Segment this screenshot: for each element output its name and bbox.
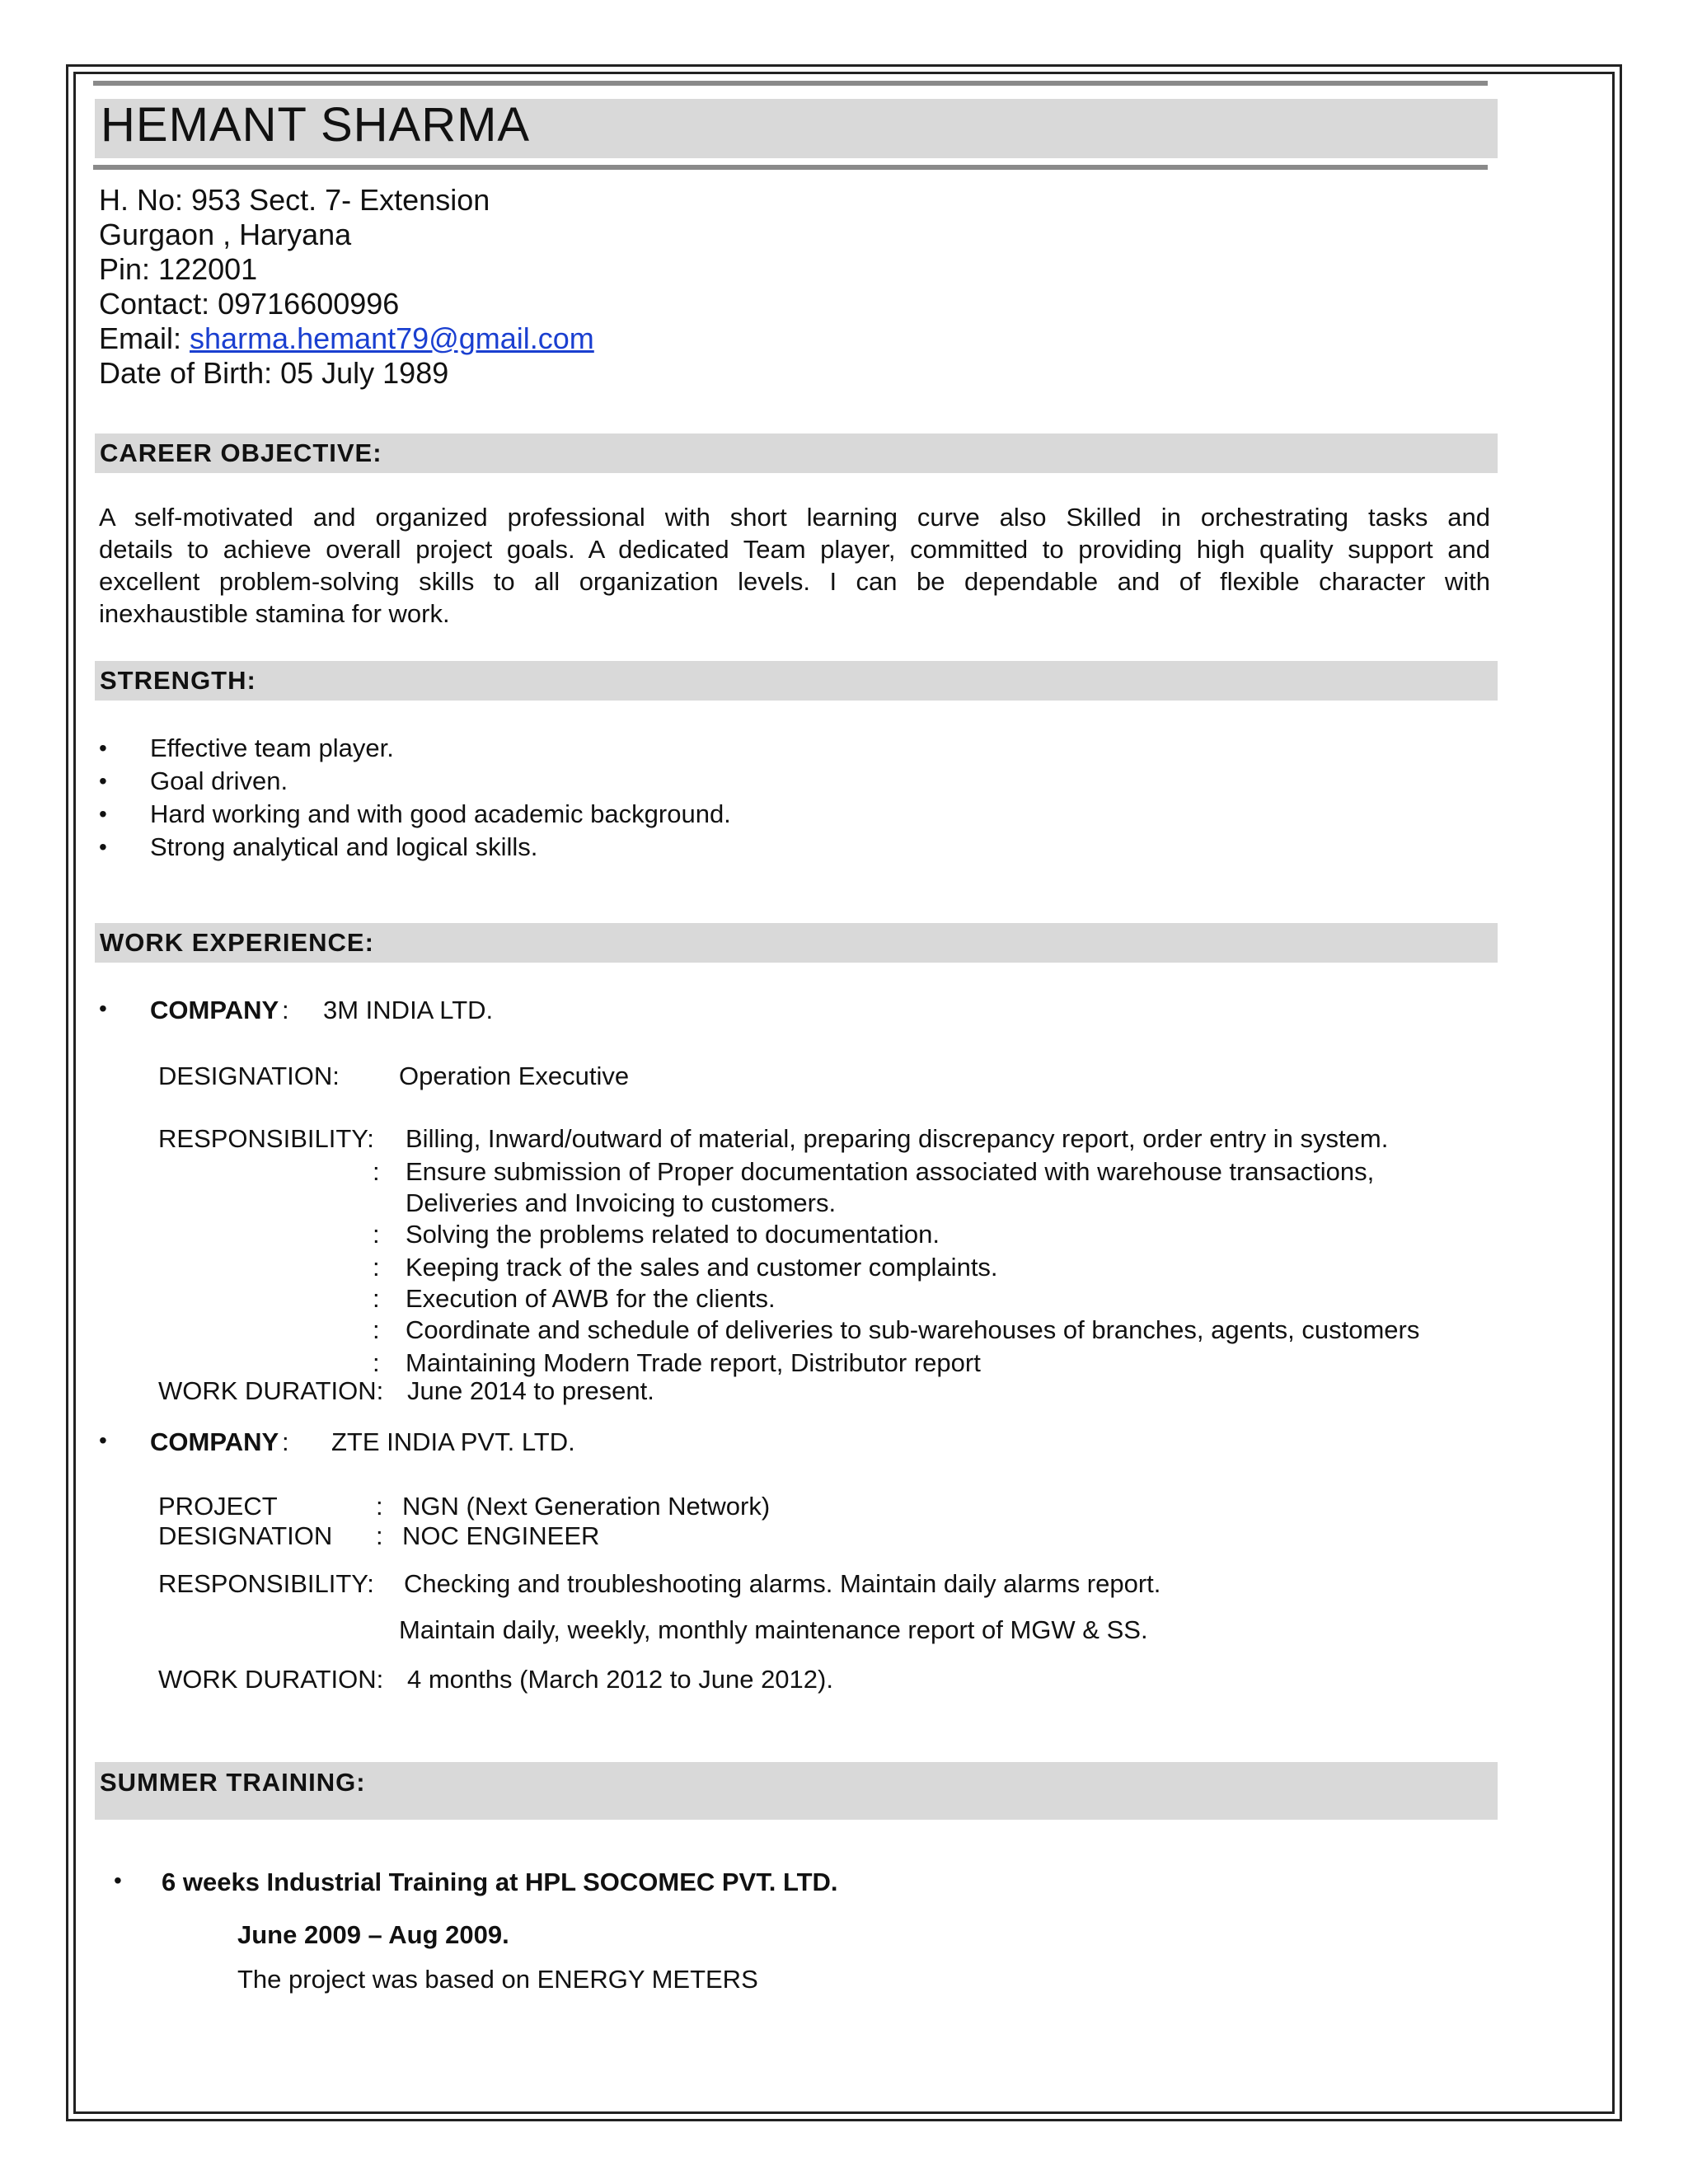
responsibility-item: Execution of AWB for the clients.	[406, 1284, 776, 1313]
work-experience-heading: WORK EXPERIENCE:	[95, 923, 1498, 963]
item-colon: :	[373, 1315, 380, 1344]
item-colon: :	[373, 1220, 380, 1249]
address-line-1: H. No: 953 Sect. 7- Extension	[99, 183, 490, 217]
bullet-icon: •	[99, 834, 107, 860]
list-item	[99, 831, 731, 864]
strength-item: Effective team player.	[150, 733, 394, 762]
candidate-name: HEMANT SHARMA	[101, 98, 531, 152]
designation-label: DESIGNATION	[158, 1521, 333, 1550]
bullet-icon: •	[99, 801, 107, 827]
training-note: The project was based on ENERGY METERS	[237, 1965, 758, 1994]
work-duration-value: June 2014 to present.	[407, 1376, 654, 1405]
strength-item: Hard working and with good academic background.	[150, 799, 731, 828]
designation-value: NOC ENGINEER	[402, 1521, 600, 1550]
bullet-icon: •	[99, 768, 107, 794]
work-duration-label: WORK DURATION:	[158, 1376, 384, 1405]
responsibility-label: RESPONSIBILITY:	[158, 1124, 374, 1153]
responsibility-item: Maintaining Modern Trade report, Distributor report	[406, 1348, 981, 1377]
email-line	[99, 321, 594, 356]
email-link[interactable]: sharma.hemant79@gmail.com	[190, 321, 594, 355]
bullet-icon: •	[99, 735, 107, 761]
responsibility-item: Billing, Inward/outward of material, preparing discrepancy report, order entry in system.	[406, 1124, 1389, 1153]
list-item	[99, 798, 731, 831]
career-objective-text	[99, 501, 1490, 630]
company-name: ZTE INDIA PVT. LTD.	[331, 1427, 575, 1456]
date-of-birth: Date of Birth: 05 July 1989	[99, 356, 449, 390]
responsibility-item: Keeping track of the sales and customer complaints.	[406, 1253, 998, 1282]
item-colon: :	[373, 1284, 380, 1313]
project-label: PROJECT	[158, 1492, 278, 1521]
designation-label: DESIGNATION:	[158, 1062, 340, 1090]
item-colon: :	[373, 1348, 380, 1377]
pin-code: Pin: 122001	[99, 252, 258, 286]
company-label: COMPANY	[150, 996, 279, 1024]
list-item	[99, 732, 731, 765]
email-label: Email:	[99, 321, 190, 355]
training-period: June 2009 – Aug 2009.	[237, 1920, 509, 1949]
objective-line: inexhaustible stamina for work.	[99, 599, 450, 628]
summer-training-heading: SUMMER TRAINING:	[95, 1762, 1498, 1820]
address-line-2: Gurgaon , Haryana	[99, 218, 352, 251]
bullet-icon: •	[99, 996, 107, 1021]
objective-line: A self-motivated and organized professional with short learning curve also Skilled in orchestrating tasks and	[99, 503, 1490, 532]
designation-value: Operation Executive	[399, 1062, 630, 1090]
strength-list	[99, 732, 731, 864]
bullet-icon: •	[99, 1427, 107, 1453]
responsibility-label: RESPONSIBILITY:	[158, 1569, 374, 1598]
item-colon: :	[376, 1492, 383, 1521]
responsibility-item: Maintain daily, weekly, monthly maintenance report of MGW & SS.	[399, 1615, 1148, 1644]
work-duration-label: WORK DURATION:	[158, 1665, 384, 1694]
strength-heading: STRENGTH:	[95, 661, 1498, 701]
item-colon: :	[373, 1253, 380, 1282]
company-colon: :	[282, 1427, 289, 1456]
strength-item: Goal driven.	[150, 766, 288, 795]
company-colon: :	[282, 996, 289, 1024]
responsibility-item: Checking and troubleshooting alarms. Maintain daily alarms report.	[404, 1569, 1161, 1598]
contact-block	[99, 183, 594, 391]
company-name: 3M INDIA LTD.	[323, 996, 494, 1024]
item-colon: :	[376, 1521, 383, 1550]
list-item	[99, 765, 731, 798]
responsibility-item: Ensure submission of Proper documentation associated with warehouse transactions,	[406, 1157, 1375, 1186]
training-title: 6 weeks Industrial Training at HPL SOCOMEC PVT. LTD.	[162, 1868, 838, 1896]
objective-line: details to achieve overall project goals. A dedicated Team player, committed to providing high quality support and	[99, 535, 1490, 564]
bottom-rule	[93, 165, 1488, 170]
top-rule	[93, 81, 1488, 86]
responsibility-item: Coordinate and schedule of deliveries to sub-warehouses of branches, agents, customers	[406, 1315, 1420, 1344]
item-colon: :	[373, 1157, 380, 1186]
project-value: NGN (Next Generation Network)	[402, 1492, 771, 1521]
work-duration-value: 4 months (March 2012 to June 2012).	[407, 1665, 833, 1694]
company-label: COMPANY	[150, 1427, 279, 1456]
strength-item: Strong analytical and logical skills.	[150, 832, 538, 861]
contact-number: Contact: 09716600996	[99, 287, 400, 321]
objective-line: excellent problem-solving skills to all organization levels. I can be dependable and of flexible character with	[99, 567, 1490, 596]
responsibility-item: Solving the problems related to documentation.	[406, 1220, 940, 1249]
responsibility-item: Deliveries and Invoicing to customers.	[406, 1188, 837, 1217]
career-objective-heading: CAREER OBJECTIVE:	[95, 434, 1498, 473]
bullet-icon: •	[114, 1868, 122, 1893]
